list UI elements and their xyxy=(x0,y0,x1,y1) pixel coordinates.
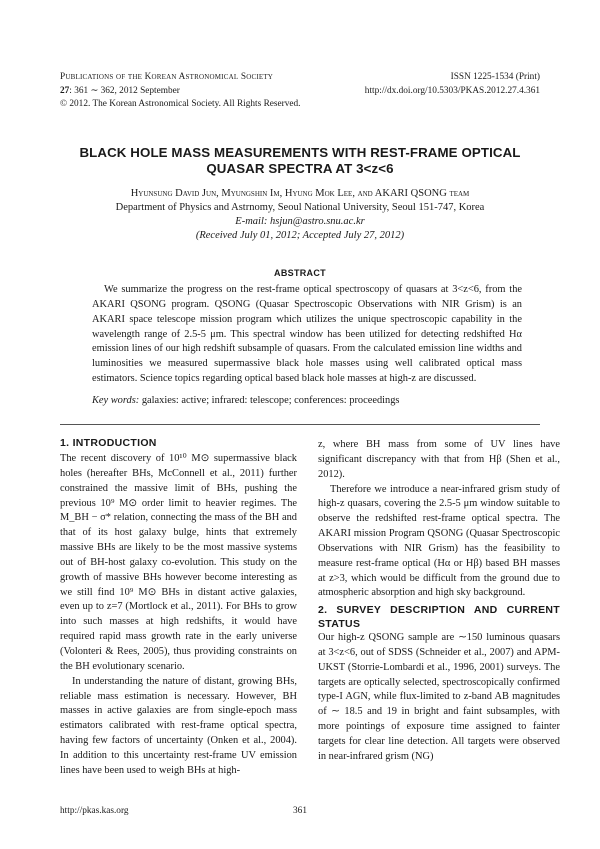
col2-paragraph-2: Therefore we introduce a near-infrared grism study of high-z quasars, covering the 2.5-5 μm window suitable to observe the redshifted rest-frame optical spectra. The AKARI mission Program QSONG (Quasar Spectroscopic Observations with NIR Grism) has the feasibility to measure rest-frame optical (Hα or Hβ) based BH masses at z>3, which would be difficult from the ground due to atmospheric absorption and high sky background. xyxy=(318,483,560,599)
journal-header xyxy=(60,71,300,112)
title-line-1: BLACK HOLE MASS MEASUREMENTS WITH REST-FRAME OPTICAL xyxy=(79,145,521,160)
keywords xyxy=(92,394,522,408)
survey-paragraph xyxy=(318,631,560,765)
col2-paragraph-1: z, where BH mass from some of UV lines have significant discrepancy with that from Hβ (Shen et al., 2012). xyxy=(318,439,560,480)
issn: ISSN 1225-1534 (Print) xyxy=(450,72,540,82)
keywords-list: galaxies: active; infrared: telescope; conferences: proceedings xyxy=(141,395,400,406)
divider xyxy=(60,424,540,425)
volume-pages: 27: 361 ∼ 362, 2012 September xyxy=(60,85,180,96)
received-dates: (Received July 01, 2012; Accepted July 27, 2012) xyxy=(195,230,405,241)
email-address[interactable]: hsjun@astro.snu.ac.kr xyxy=(269,216,365,227)
copyright: © 2012. The Korean Astronomical Society. All Rights Reserved. xyxy=(60,99,301,110)
abstract-text: We summarize the progress on the rest-frame optical spectroscopy of quasars at 3<z<6, from the AKARI QSONG program. QSONG (Quasar Spectroscopic Observations with NIR Grism) is an AKARI space telescope mission program which utilizes the unique spectroscopic capability in the wavelength range of 2.5-5 μm. This spectral window has been utilized for detecting redshifted Hα emission lines of our high redshift subsample of quasars. From the calculated emission line widths and luminosities we measured supermassive black hole masses using well calibrated optical mass estimators. Science topics regarding optical based black hole masses at high-z are discussed. xyxy=(92,284,522,385)
abstract-heading: ABSTRACT xyxy=(274,268,326,278)
section-2-heading: 2. SURVEY DESCRIPTION AND CURRENT STATUS xyxy=(318,604,560,630)
column-right xyxy=(318,438,560,601)
survey-paragraph-1: Our high-z QSONG sample are ∼150 luminous quasars at 3<z<6, out of SDSS (Schneider et al., 2007) and APM-UKST (Storrie-Lombardi et al., 1996, 2001) surveys. The targets are optically selected, spectroscopically confirmed type-I AGN, while flux-limited to z-band AB magnitudes of ∼ 18.5 and 19 in bright and faint subsamples, with more pointings of exposure time assigned to fainter targets for clear line detection. All targets were observed in near-infrared grism (NG) xyxy=(318,632,560,762)
footer-url[interactable]: http://pkas.kas.org xyxy=(60,806,129,816)
issn-block xyxy=(365,71,540,98)
email-line: E-mail: hsjun@astro.snu.ac.kr xyxy=(235,216,365,227)
page-number: 361 xyxy=(293,806,307,816)
authors: Hyunsung David Jun, Myungshin Im, Hyung Mok Lee, and AKARI QSONG team xyxy=(130,188,470,199)
intro-paragraph-2: In understanding the nature of distant, growing BHs, reliable mass estimation is necessary. However, BH masses in active galaxies are from single-epoch mass estimators calibrated with rest-frame optical spectra, having few factors of uncertainty (Onken et al., 2004). In addition to this uncertainty rest-frame UV emission lines have been used to weigh BHs at high- xyxy=(60,675,297,776)
affiliation: Department of Physics and Astrnomy, Seoul National University, Seoul 151-747, Korea xyxy=(115,202,485,213)
keywords-label: Key words: xyxy=(92,395,140,406)
title-line-2: QUASAR SPECTRA AT 3<z<6 xyxy=(206,161,394,176)
journal-name: Publications of the Korean Astronomical Society xyxy=(60,72,274,82)
paper-title xyxy=(60,145,540,177)
intro-paragraph-1: The recent discovery of 10¹⁰ M⊙ supermassive black holes (hereafter BHs, McConnell et al., 2011) further constrained the massive limit of BHs, pushing the previous 10⁹ M⊙ order limit to heavier regimes. The M_BH − σ* relation, connecting the mass of the BH and that of its host galaxy bulge, hints that extremely massive BHs are likely to be the most massive systems out of BH-host galaxy co-evolution. This study on the growth of massive BHs however become interesting as we still find 10⁹ M⊙ BHs in distant active galaxies, even up to z=7 (Mortlock et al., 2011). For BHs to grow into such masses at high redshifts, it would have required rapid mass growth rate in the early universe (Volonteri & Rees, 2005), thus providing constraints on the BH evolutionary scenario. xyxy=(60,453,297,672)
doi-link[interactable]: http://dx.doi.org/10.5303/PKAS.2012.27.4.361 xyxy=(364,85,540,96)
column-left xyxy=(60,452,297,779)
section-1-heading: 1. INTRODUCTION xyxy=(60,437,157,449)
